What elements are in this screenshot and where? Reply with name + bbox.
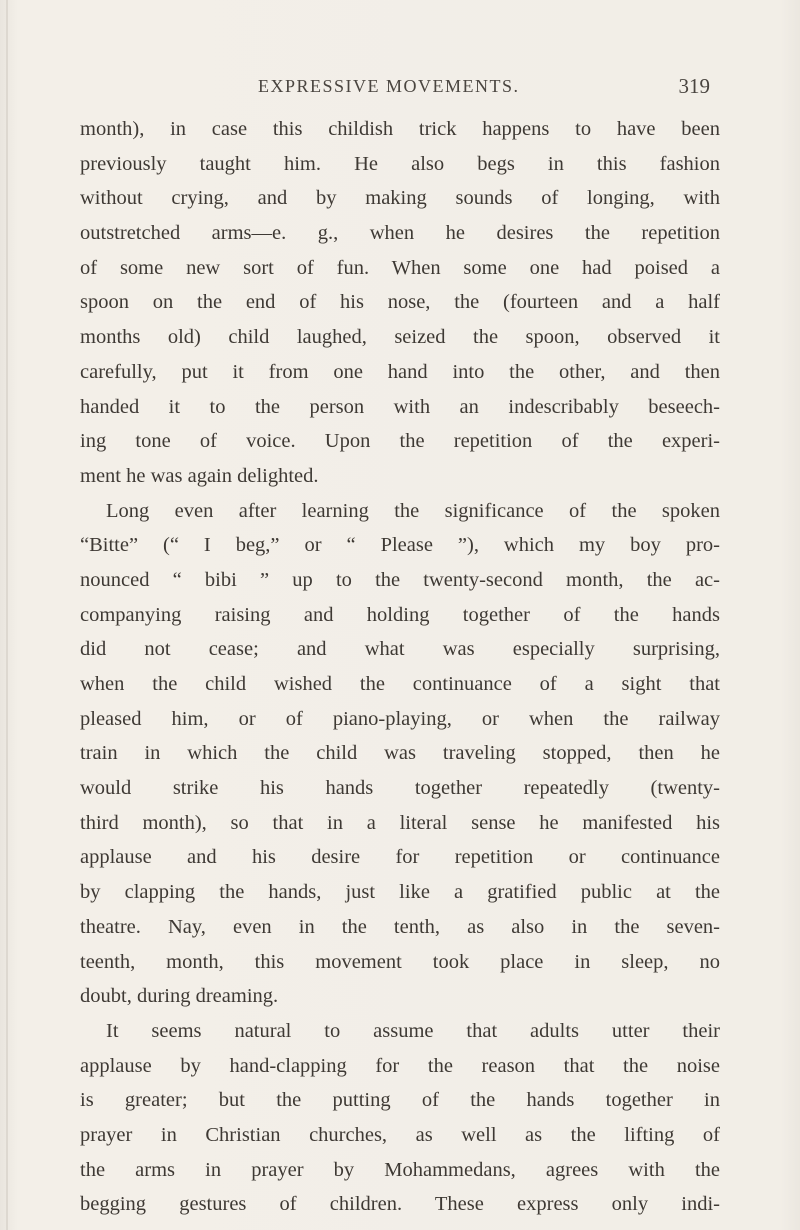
text-line: month), in case this childish trick happens to have been: [80, 118, 720, 140]
text-line: It seems natural to assume that adults utter their: [106, 1019, 720, 1042]
body-text: [80, 112, 720, 1222]
page-header: [80, 70, 720, 100]
running-head: EXPRESSIVE MOVEMENTS.: [258, 76, 520, 96]
page-number: 319: [678, 74, 710, 98]
text-line: would strike his hands together repeatedly (twenty-: [80, 777, 720, 800]
text-line: companying raising and holding together of the hands: [80, 603, 720, 626]
text-line: without crying, and by making sounds of longing, with: [80, 187, 720, 210]
text-line: doubt, during dreaming.: [80, 985, 279, 1008]
text-line: the arms in prayer by Mohammedans, agrees with the: [80, 1158, 720, 1181]
page-edge: [6, 0, 8, 1230]
text-line: months old) child laughed, seized the spoon, observed it: [80, 326, 720, 349]
text-line: carefully, put it from one hand into the other, and then: [80, 360, 720, 383]
text-line: “Bitte” (“ I beg,” or “ Please ”), which my boy pro-: [80, 534, 720, 557]
text-line: third month), so that in a literal sense he manifested his: [80, 811, 720, 834]
text-line: ment he was again delighted.: [80, 464, 319, 487]
text-line: handed it to the person with an indescribably beseech-: [80, 395, 720, 418]
text-line: did not cease; and what was especially surprising,: [80, 638, 720, 661]
text-line: ing tone of voice. Upon the repetition of the experi-: [80, 430, 720, 453]
text-line: teenth, month, this movement took place in sleep, no: [80, 950, 720, 973]
text-line: begging gestures of children. These express only indi-: [80, 1193, 720, 1216]
text-line: outstretched arms—e. g., when he desires the repetition: [80, 222, 720, 245]
text-line: pleased him, or of piano-playing, or when the railway: [80, 707, 720, 730]
text-line: prayer in Christian churches, as well as the lifting of: [80, 1123, 720, 1146]
text-line: Long even after learning the significance of the spoken: [106, 499, 720, 522]
text-line: theatre. Nay, even in the tenth, as also in the seven-: [80, 915, 720, 938]
text-line: is greater; but the putting of the hands together in: [80, 1089, 720, 1112]
text-line: of some new sort of fun. When some one had poised a: [80, 256, 720, 279]
text-line: previously taught him. He also begs in this fashion: [80, 152, 720, 175]
text-line: nounced “ bibi ” up to the twenty-second month, the ac-: [80, 568, 720, 591]
text-line: applause and his desire for repetition or continuance: [80, 846, 720, 869]
text-line: spoon on the end of his nose, the (fourteen and a half: [80, 291, 720, 314]
text-line: applause by hand-clapping for the reason that the noise: [80, 1054, 720, 1077]
text-line: when the child wished the continuance of a sight that: [80, 673, 720, 695]
text-line: train in which the child was traveling stopped, then he: [80, 742, 720, 765]
text-line: by clapping the hands, just like a gratified public at the: [80, 881, 720, 904]
